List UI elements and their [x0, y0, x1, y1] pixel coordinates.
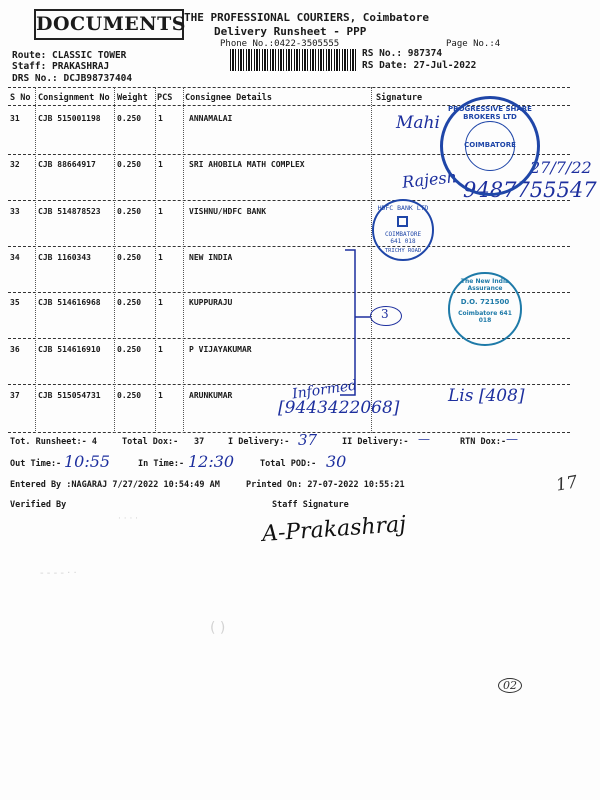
out-time-value: 10:55 — [64, 452, 111, 471]
handwritten-date: 27/7/22 — [530, 158, 592, 177]
row-weight: 0.250 — [117, 114, 142, 123]
row-sno: 31 — [10, 114, 20, 123]
row-consignment: CJB 514878523 — [38, 207, 101, 216]
col-pcs: PCS — [157, 93, 173, 103]
circled-number-text: 3 — [381, 307, 389, 321]
rtn-dox-label: RTN Dox:- — [460, 437, 507, 447]
barcode — [230, 49, 356, 71]
share-brokers-stamp — [440, 96, 540, 196]
row-consignee: KUPPURAJU — [189, 298, 233, 307]
row-divider — [8, 246, 570, 247]
total-dox-value: 37 — [194, 437, 205, 447]
signature-row-37: Lis [408] — [448, 386, 525, 406]
col-consignee: Consignee Details — [185, 93, 272, 103]
row-consignment: CJB 1160343 — [38, 253, 91, 262]
stamp-text: PROGRESSIVE SHARE BROKERS LTD — [448, 105, 532, 121]
row-pcs: 1 — [158, 160, 163, 169]
ii-delivery-label: II Delivery:- — [342, 437, 409, 447]
total-pod-value: 30 — [326, 452, 347, 471]
out-time-label: Out Time:- — [10, 459, 62, 469]
row-weight: 0.250 — [117, 160, 142, 169]
row-sno: 32 — [10, 160, 20, 169]
new-india-stamp — [448, 272, 522, 346]
row-pcs: 1 — [158, 391, 163, 400]
new-india-stamp-code: D.O. 721500 — [460, 298, 510, 306]
row-consignee: SRI AHOBILA MATH COMPLEX — [189, 160, 305, 169]
row-pcs: 1 — [158, 114, 163, 123]
documents-stamp: DOCUMENTS — [34, 9, 184, 40]
staff: Staff: PRAKASHRAJ — [12, 61, 110, 72]
row-sno: 35 — [10, 298, 20, 307]
hdfc-logo-icon — [397, 216, 408, 227]
bracket-arrow — [330, 245, 410, 405]
new-india-stamp-text: The New India Assurance — [460, 278, 510, 292]
rtn-dox-value: — — [506, 432, 518, 446]
column-divider — [183, 87, 184, 433]
row-sno: 34 — [10, 253, 20, 262]
row-sno: 33 — [10, 207, 20, 216]
row-weight: 0.250 — [117, 345, 142, 354]
signature-row-32: Rajesh — [401, 167, 458, 192]
handwritten-informed-phone: [9443422068] — [278, 398, 400, 418]
hdfc-stamp-text: HDFC BANK LTD — [377, 204, 429, 212]
printed-on: Printed On: 27-07-2022 10:55:21 — [246, 480, 405, 490]
signature-row-31: Mahi — [396, 113, 440, 133]
side-number: 17 — [554, 472, 580, 496]
col-sno: S No — [10, 93, 31, 103]
col-signature: Signature — [376, 93, 423, 103]
table-bottom-rule — [8, 432, 570, 433]
row-consignment: CJB 88664917 — [38, 160, 96, 169]
bleed-through-mark: ( ) — [210, 620, 226, 636]
row-sno: 37 — [10, 391, 20, 400]
rs-number: RS No.: 987374 — [362, 48, 443, 59]
row-consignment: CJB 514616968 — [38, 298, 101, 307]
table-top-rule — [8, 87, 570, 88]
row-consignee: ANNAMALAI — [189, 114, 233, 123]
phone-number: Phone No.:0422-3505555 — [220, 39, 340, 49]
row-divider — [8, 384, 570, 385]
row-consignee: VISHNU/HDFC BANK — [189, 207, 267, 216]
row-pcs: 1 — [158, 345, 163, 354]
drs-number: DRS No.: DCJB98737404 — [12, 73, 133, 84]
row-weight: 0.250 — [117, 391, 142, 400]
new-india-stamp-city: Coimbatore 641 018 — [458, 310, 512, 324]
ii-delivery-value: — — [418, 432, 430, 446]
verified-by: Verified By — [10, 500, 67, 510]
bleed-through-mark: - - - - · · — [40, 568, 77, 579]
row-sno: 36 — [10, 345, 20, 354]
bleed-through-mark: · · · · — [118, 514, 139, 524]
page-number: Page No.:4 — [446, 39, 501, 49]
col-weight: Weight — [117, 93, 148, 103]
stamp-city: COIMBATORE — [464, 141, 516, 149]
staff-signature: A-Prakashraj — [261, 512, 407, 547]
col-consignment: Consignment No — [38, 93, 110, 103]
column-divider — [155, 87, 156, 433]
row-weight: 0.250 — [117, 207, 142, 216]
row-weight: 0.250 — [117, 253, 142, 262]
row-weight: 0.250 — [117, 298, 142, 307]
row-pcs: 1 — [158, 253, 163, 262]
handwritten-informed: Informed — [291, 377, 359, 403]
column-divider — [35, 87, 36, 433]
total-dox-label: Total Dox:- — [122, 437, 179, 447]
row-consignee: ARUNKUMAR — [189, 391, 233, 400]
row-consignee: P VIJAYAKUMAR — [189, 345, 252, 354]
bottom-number: 02 — [498, 678, 522, 693]
hdfc-stamp-city: COIMBATORE 641 018 — [384, 231, 422, 245]
staff-signature-label: Staff Signature — [272, 500, 349, 510]
row-consignment: CJB 514616910 — [38, 345, 101, 354]
hdfc-stamp — [372, 199, 434, 261]
entered-by: Entered By :NAGARAJ 7/27/2022 10:54:49 AM — [10, 480, 220, 490]
route: Route: CLASSIC TOWER — [12, 50, 127, 61]
handwritten-phone: 9487755547 — [463, 178, 597, 202]
i-delivery-label: I Delivery:- — [228, 437, 290, 447]
company-name: THE PROFESSIONAL COURIERS, Coimbatore — [184, 11, 430, 24]
row-consignment: CJB 515054731 — [38, 391, 101, 400]
in-time-label: In Time:- — [138, 459, 185, 469]
hdfc-stamp-branch: TRICHY ROAD — [384, 248, 422, 254]
column-divider — [114, 87, 115, 433]
row-pcs: 1 — [158, 298, 163, 307]
row-consignment: CJB 515001198 — [38, 114, 101, 123]
i-delivery-value: 37 — [298, 431, 318, 449]
rs-date: RS Date: 27-Jul-2022 — [362, 60, 477, 71]
total-runsheet: Tot. Runsheet:- 4 — [10, 437, 97, 447]
sheet-title: Delivery Runsheet - PPP — [214, 25, 367, 38]
in-time-value: 12:30 — [188, 452, 235, 471]
row-consignee: NEW INDIA — [189, 253, 233, 262]
total-pod-label: Total POD:- — [260, 459, 317, 469]
row-pcs: 1 — [158, 207, 163, 216]
